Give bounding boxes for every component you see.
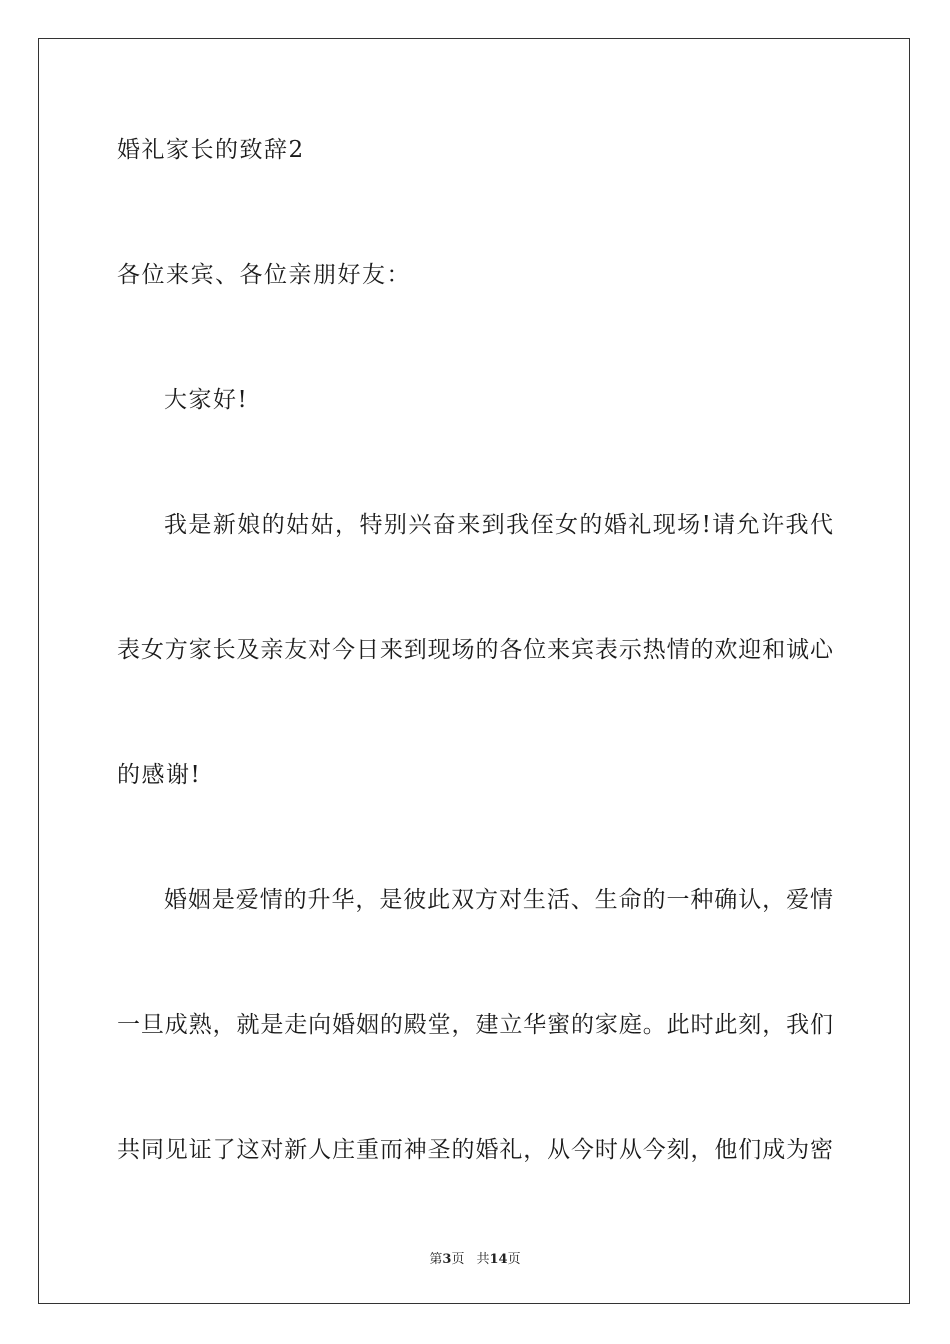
- page-frame: [38, 38, 910, 1304]
- page-prefix: 第: [429, 1252, 443, 1267]
- total-suffix: 页: [507, 1252, 521, 1267]
- page-number-footer: [0, 1248, 950, 1267]
- total-prefix: 共: [476, 1252, 490, 1267]
- paragraph-line: 一旦成熟，就是走向婚姻的殿堂，建立华蜜的家庭。此时此刻，我们: [117, 1012, 833, 1038]
- document-title: 婚礼家长的致辞2: [117, 137, 305, 163]
- paragraph-line: 共同见证了这对新人庄重而神圣的婚礼，从今时从今刻，他们成为密: [117, 1137, 833, 1163]
- page-suffix: 页: [451, 1252, 465, 1267]
- paragraph-line: 大家好!: [164, 387, 249, 413]
- paragraph-line: 的感谢!: [117, 762, 202, 788]
- paragraph-line: 我是新娘的姑姑，特别兴奋来到我侄女的婚礼现场!请允许我代: [164, 512, 833, 538]
- paragraph-line: 表女方家长及亲友对今日来到现场的各位来宾表示热情的欢迎和诚心: [117, 637, 833, 663]
- total-page-count: 14: [489, 1252, 508, 1267]
- paragraph-line: 婚姻是爱情的升华，是彼此双方对生活、生命的一种确认，爱情: [164, 887, 833, 913]
- current-page-number: 3: [442, 1252, 452, 1267]
- salutation: 各位来宾、各位亲朋好友：: [117, 262, 411, 288]
